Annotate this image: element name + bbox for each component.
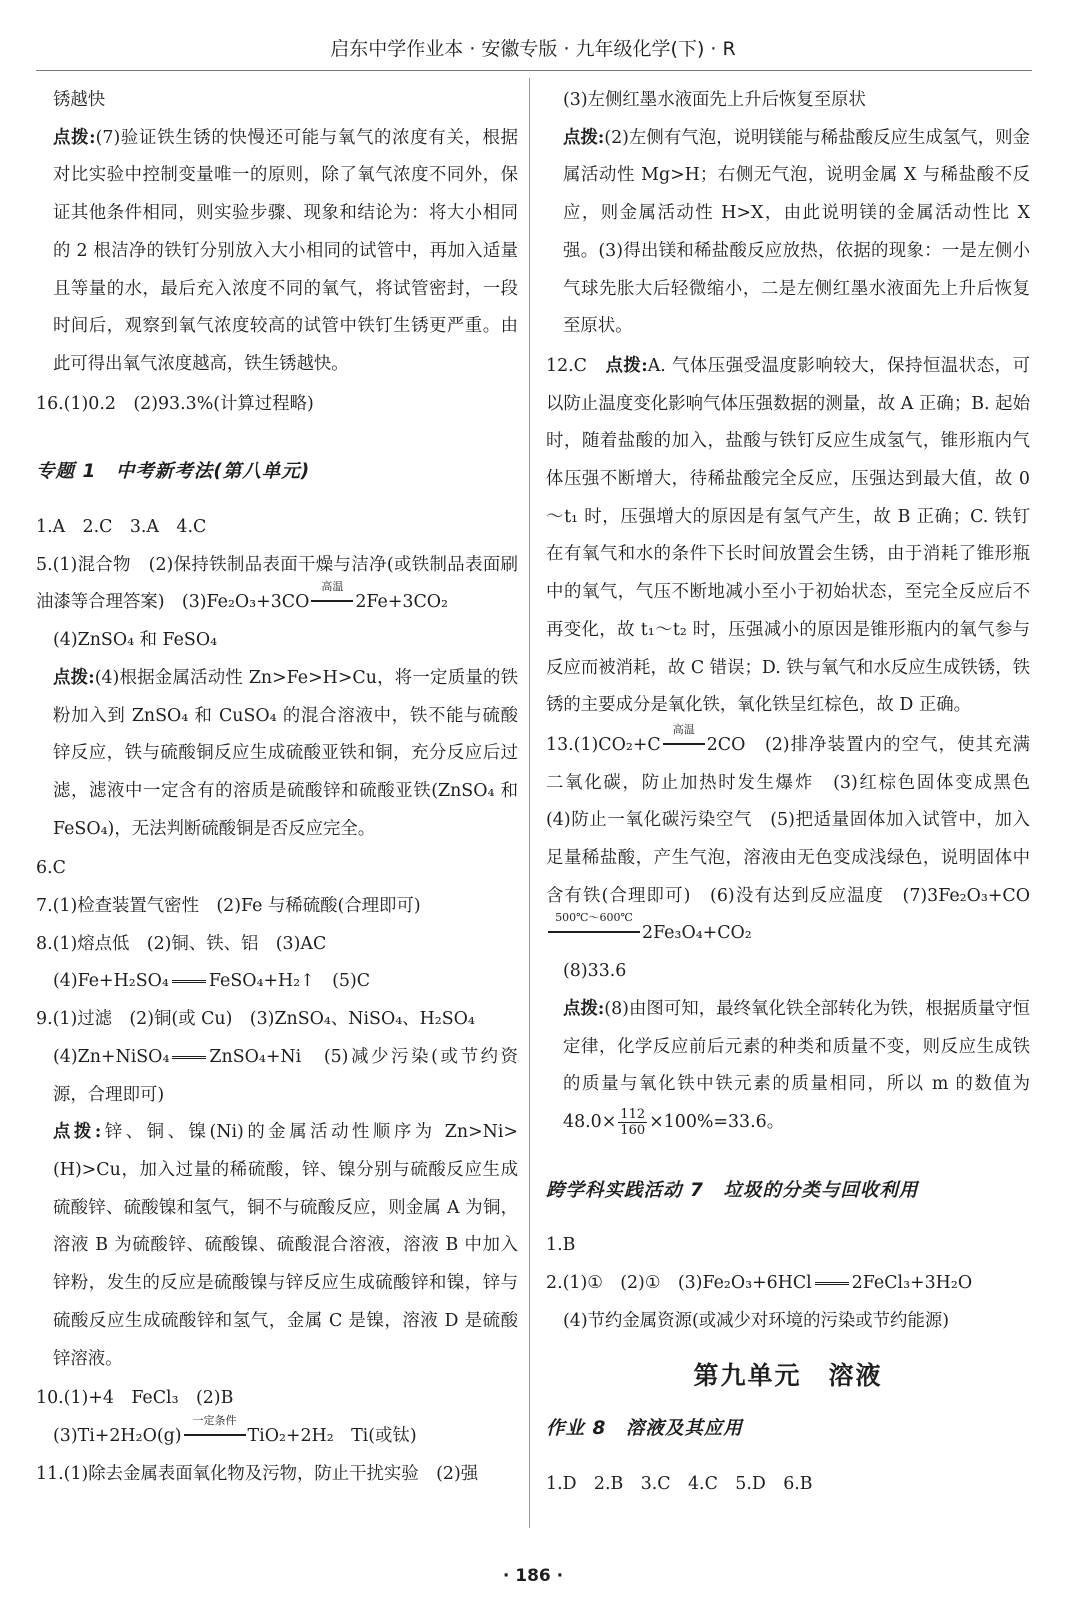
activity-answer-2-part4: (4)节约金属资源(或减少对环境的污染或节约能源) — [563, 1310, 950, 1331]
answer-1-4: 1.A 2.C 3.A 4.C — [36, 517, 207, 538]
answer-5-text: 5.(1)混合物 (2)保持铁制品表面干燥与洁净(或铁制品表面刷油漆等合理答案) (3)Fe₂O₃+3CO — [36, 554, 518, 613]
reaction-condition — [184, 1413, 246, 1436]
equation-right: 2FeCl₃+3H₂O — [851, 1273, 973, 1294]
hint-text: (2)左侧有气泡，说明镁能与稀盐酸反应生成氢气，则金属活动性 Mg>H；右侧无气泡，说明金属 X 与稀盐酸不反应，则金属活动性 H>X，由此说明镁的金属活动性比 X 强。(3)得出镁和稀盐酸反应放热，依据的现象：一是左侧小气球先胀大后轻微缩小，二是左侧红墨水液面先上升后恢复至原状。 — [563, 127, 1030, 337]
fraction-numerator: 112 — [620, 1106, 646, 1122]
equation-left: (4)Zn+NiSO₄ — [53, 1046, 170, 1067]
answer-7: 7.(1)检查装置气密性 (2)Fe 与稀硫酸(合理即可) — [36, 896, 421, 917]
hint-text-end: ×100%=33.6。 — [649, 1111, 785, 1132]
hint-text: (8)由图可知，最终氧化铁全部转化为铁，根据质量守恒定律，化学反应前后元素的种类和质量不变，则反应生成铁的质量与氧化铁中铁元素的质量相同，所以 m 的数值为 48.0× — [563, 998, 1030, 1132]
page-header: 启东中学作业本 · 安徽专版 · 九年级化学(下) · R — [330, 38, 736, 60]
hint-paragraph — [546, 991, 1030, 1142]
section-heading-1: 专题 1 中考新考法(第八单元) — [36, 461, 311, 483]
answer-13 — [546, 722, 1048, 953]
equation-left: 13.(1)CO₂+C — [546, 734, 661, 755]
equation-left: 2.(1)① (2)① (3)Fe₂O₃+6HCl — [546, 1273, 812, 1294]
answer-12-head: 12.C — [546, 355, 606, 376]
answer-12 — [546, 348, 1030, 725]
answer-5 — [36, 547, 518, 622]
answer-11: 11.(1)除去金属表面氧化物及污物，防止干扰实验 (2)强 — [36, 1463, 479, 1484]
answer-5-product: 2Fe+3CO₂ — [355, 592, 449, 613]
activity-answer-2 — [546, 1265, 1030, 1303]
hint-label: 点拨: — [563, 127, 605, 148]
hint-paragraph — [546, 120, 1030, 346]
answer-10-part3 — [36, 1413, 518, 1456]
page-number: · 186 · — [502, 1566, 564, 1586]
homework-answers: 1.D 2.B 3.C 4.C 5.D 6.B — [546, 1473, 813, 1494]
hint-label: 点拨: — [53, 667, 95, 688]
hint-label: 点拨: — [563, 998, 605, 1019]
equation-left: (3)Ti+2H₂O(g) — [53, 1425, 182, 1446]
reaction-condition — [311, 580, 353, 602]
condition-text: 一定条件 — [192, 1413, 237, 1427]
answer-8: 8.(1)熔点低 (2)铜、铁、铝 (3)AC — [36, 933, 327, 954]
hint-text: (7)验证铁生锈的快慢还可能与氧气的浓度有关，根据对比实验中控制变量唯一的原则，除了氧气浓度不同外，保证其他条件相同，则实验步骤、现象和结论为：将大小相同的 2 根洁净的铁钉分别放入大小相同的试管中，再加入适量且等量的水，最后充入浓度不同的氧气，将试管密封，一段时间后，观察到氧气浓度较高的试管中铁钉生锈更严重。由此可得出氧气浓度越高，铁生锈越快。 — [53, 127, 519, 374]
answer-13-text: 2CO (2)排净装置内的空气，使其充满二氧化碳，防止加热时发生爆炸 (3)红棕色固体变成黑色 (4)防止一氧化碳污染空气 (5)把适量固体加入试管中，加入足量稀盐酸，产生气泡，溶液由无色变成浅绿色，说明固体中含有铁(合理即可) (6)没有达到反应温度 (7)3Fe₂O₃+CO — [546, 734, 1048, 906]
text-line: 锈越快 — [53, 90, 106, 110]
right-column — [546, 82, 1048, 1504]
equation-right: TiO₂+2H₂ Ti(或钛) — [247, 1425, 417, 1446]
answer-5-part4: (4)ZnSO₄ 和 FeSO₄ — [53, 630, 218, 651]
hint-text: A. 气体压强受温度影响较大，保持恒温状态，可以防止温度变化影响气体压强数据的测量，故 A 正确；B. 起始时，随着盐酸的加入，盐酸与铁钉反应生成氢气，锥形瓶内气体压强不断增大，待稀盐酸完全反应，压强达到最大值，故 0～t₁ 时，压强增大的原因是有氢气产生，故 B 正确；C. 铁钉在有氧气和水的条件下长时间放置会生锈，由于消耗了锥形瓶中的氧气，气压不断地减小至小于初始状态，至完全反应后不再变化，故 t₁～t₂ 时，压强减小的原因是锥形瓶内的氧气参与反应而被消耗，故 C 错误；D. 铁与氧气和水反应生成铁锈，铁锈的主要成分是氧化铁，氧化铁呈红棕色，故 D 正确。 — [546, 355, 1030, 716]
answer-16: 16.(1)0.2 (2)93.3%(计算过程略) — [36, 393, 314, 414]
equation-sign — [172, 1056, 206, 1059]
hint-paragraph — [36, 660, 518, 849]
hint-text: (4)根据金属活动性 Zn>Fe>H>Cu，将一定质量的铁粉加入到 ZnSO₄ 和 CuSO₄ 的混合溶液中，铁不能与硫酸锌反应，铁与硫酸铜反应生成硫酸亚铁和铜，充分反应后过滤，滤液中一定含有的溶质是硫酸锌和硫酸亚铁(ZnSO₄ 和 FeSO₄)，无法判断硫酸铜是否反应完全。 — [53, 667, 518, 839]
answer-13-part8: (8)33.6 — [563, 961, 627, 982]
header-rule — [36, 70, 1032, 71]
reaction-condition — [663, 722, 705, 745]
answer-8-part4 — [36, 963, 518, 1001]
hint-label: 点拨: — [53, 127, 96, 148]
equation-right: FeSO₄+H₂↑ (5)C — [208, 971, 371, 992]
fraction — [618, 1107, 647, 1138]
section-heading-2: 跨学科实践活动 7 垃圾的分类与回收利用 — [546, 1179, 919, 1201]
column-divider — [529, 78, 530, 1528]
answer-9: 9.(1)过滤 (2)铜(或 Cu) (3)ZnSO₄、NiSO₄、H₂SO₄ — [36, 1009, 475, 1030]
left-column — [36, 82, 518, 1493]
hint-label: 点拨: — [53, 1122, 102, 1143]
homework-heading: 作业 8 溶液及其应用 — [546, 1418, 743, 1440]
equation-sign — [172, 980, 206, 983]
condition-text: 高温 — [321, 580, 344, 594]
condition-text: 高温 — [672, 722, 695, 736]
activity-answer-1: 1.B — [546, 1235, 576, 1256]
hint-label: 点拨: — [605, 355, 648, 376]
equation-left: (4)Fe+H₂SO₄ — [53, 971, 169, 992]
equation-right: ZnSO₄+Ni (5)减少污染(或节约资源，合理即可) — [53, 1046, 518, 1105]
hint-paragraph — [36, 1114, 518, 1378]
hint-paragraph — [36, 120, 518, 384]
reaction-condition — [548, 911, 640, 933]
answer-10: 10.(1)+4 FeCl₃ (2)B — [36, 1388, 234, 1409]
answer-6: 6.C — [36, 858, 66, 879]
unit-title: 第九单元 溶液 — [693, 1360, 883, 1390]
condition-text: 500℃～600℃ — [555, 911, 633, 925]
text-line: (3)左侧红墨水液面先上升后恢复至原状 — [563, 90, 866, 110]
equation-right: 2Fe₃O₄+CO₂ — [642, 923, 752, 944]
hint-text: 锌、铜、镍(Ni)的金属活动性顺序为 Zn>Ni>(H)>Cu，加入过量的稀硫酸，锌、镍分别与硫酸反应生成硫酸锌、硫酸镍和氢气，铜不与硫酸反应，则金属 A 为铜，溶液 B 为硫酸锌、硫酸镍、硫酸混合溶液，溶液 B 中加入锌粉，发生的反应是硫酸镍与锌反应生成硫酸锌和镍，锌与硫酸反应生成硫酸锌和氢气，金属 C 是镍，溶液 D 是硫酸锌溶液。 — [53, 1122, 518, 1369]
answer-9-part4 — [36, 1039, 518, 1114]
equation-sign — [815, 1282, 849, 1285]
fraction-denominator: 160 — [620, 1122, 646, 1138]
